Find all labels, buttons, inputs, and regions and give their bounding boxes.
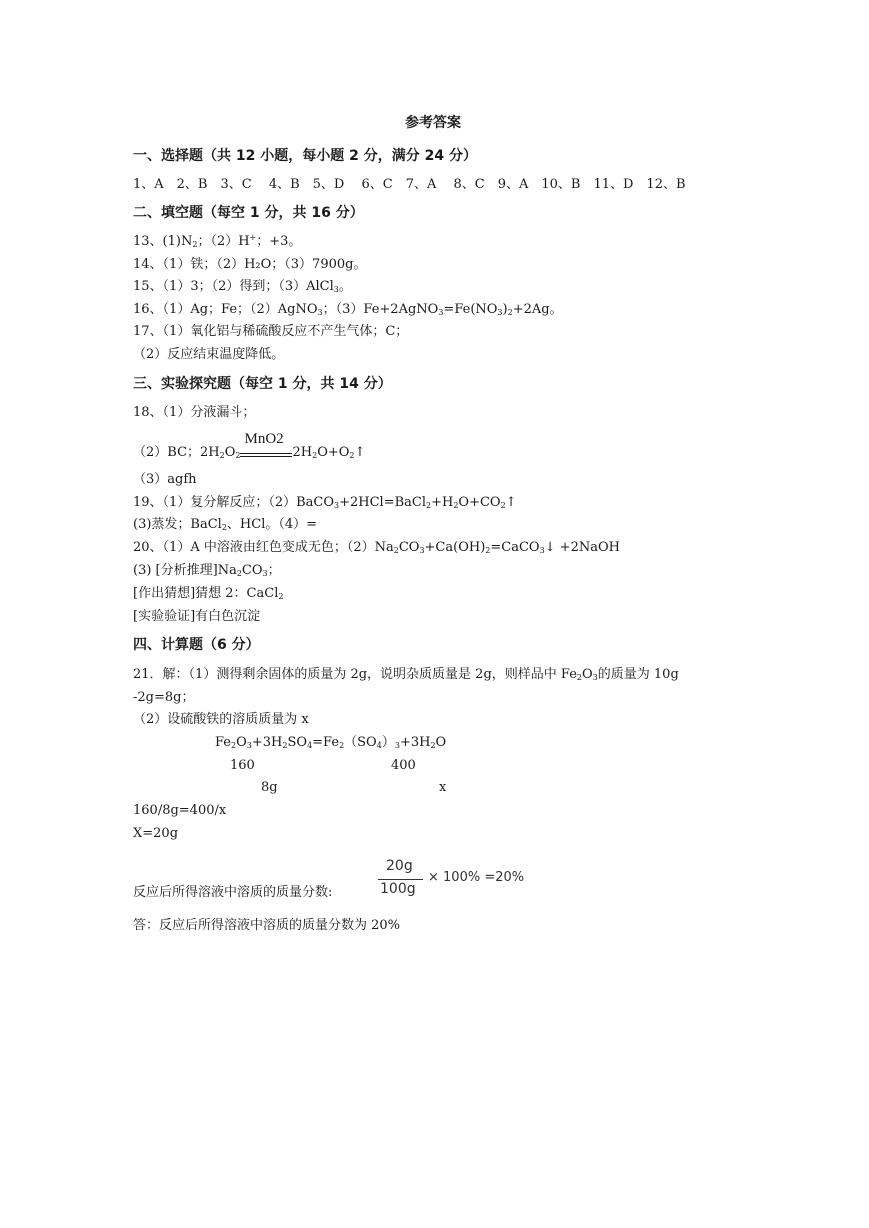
answer-19-part1: 19、（1）复分解反应；$(2)BaCO_3+2HCl=BaCl_2+H_2O+CO_2↑$ <box>133 495 517 510</box>
answer-21-line2: -2g=8g； <box>133 690 195 705</box>
section-heading-fill: 二、填空题（每空 1 分，共 16 分） <box>133 205 364 221</box>
fraction-result: × 100% =20% <box>428 870 525 885</box>
answer-19-part2: (3)蒸发；BaCl$_2$、HCl。（4）= <box>133 517 318 532</box>
answer-21-line1: 21．解：（1）测得剩余固体的质量为 2g，说明杂质质量是 2g，则样品中 $Fe_2O_3$的质量为 10g <box>133 667 679 682</box>
answer-20-part2: (3) [分析推理]$Na_2CO_3$； <box>133 563 281 578</box>
fraction-denominator: 100g <box>380 881 416 897</box>
answer-20-part3: [作出猜想]猜想 2：CaCl$_2$ <box>133 586 284 601</box>
answer-17-part1: 17、（1）氧化铝与稀硫酸反应不产生气体；C； <box>133 324 409 339</box>
answer-15: 15、（1）3；（2）得到；（3）AlCl$_3$。 <box>133 279 352 294</box>
mass-fraction-formula <box>378 856 528 900</box>
answer-20-part4: [实验验证]有白色沉淀 <box>133 609 261 624</box>
final-answer: 答：反应后所得溶液中溶质的质量分数为 20% <box>133 918 401 933</box>
answer-16: 16、（1）Ag；Fe；（2）AgNO$_3$；$(3)Fe+2AgNO_3=Fe(NO_3)_2+2Ag$。 <box>133 302 563 317</box>
answer-14: 14、（1）铁；（2）H₂O；（3）7900g。 <box>133 257 367 272</box>
answer-18-part1: 18、（1）分液漏斗； <box>133 405 256 420</box>
catalyst-equals-sign: MnO2 <box>240 444 292 462</box>
mass-fraction-label: 反应后所得溶液中溶质的质量分数: <box>133 885 333 900</box>
answer-18-part2: （2）BC；$2H_2O_2$ MnO2 $2H_2O+O_2↑$ <box>133 431 366 460</box>
result-line: X=20g <box>133 826 179 841</box>
answer-21-line3: （2）设硫酸铁的溶质质量为 x <box>133 712 309 727</box>
molar-mass-right: 400 <box>391 758 416 773</box>
reaction-equation: $Fe_2O_3+3H_2SO_4=Fe_2(SO_4)_3+3H_2O$ <box>215 735 447 750</box>
mass-right: x <box>439 780 447 795</box>
mass-left: 8g <box>261 780 278 795</box>
answer-17-part2: （2）反应结束温度降低。 <box>133 347 285 362</box>
molar-mass-left: 160 <box>230 758 255 773</box>
section-heading-choice: 一、选择题（共 12 小题，每小题 2 分，满分 24 分） <box>133 148 477 164</box>
section-heading-experiment: 三、实验探究题（每空 1 分，共 14 分） <box>133 376 392 392</box>
choice-answers: 1、A 2、B 3、C 4、B 5、D 6、C 7、A 8、C 9、A 10、B 11、D 12、B <box>133 177 686 192</box>
page-title: 参考答案 <box>405 115 461 131</box>
answer-18-part3: （3）agfh <box>133 472 197 487</box>
answer-20-part1: 20、（1）A 中溶液由红色变成无色；$(2)Na_2CO_3+Ca(OH)_2=CaCO_3↓$ +2NaOH <box>133 540 620 555</box>
proportion-equation: 160/8g=400/x <box>133 803 227 818</box>
answer-13: 13、$(1)N_2$；（2）H+；+3。 <box>133 233 302 249</box>
fraction-bar <box>378 879 423 880</box>
section-heading-calculation: 四、计算题（6 分） <box>133 637 260 653</box>
fraction-numerator: 20g <box>386 858 413 874</box>
